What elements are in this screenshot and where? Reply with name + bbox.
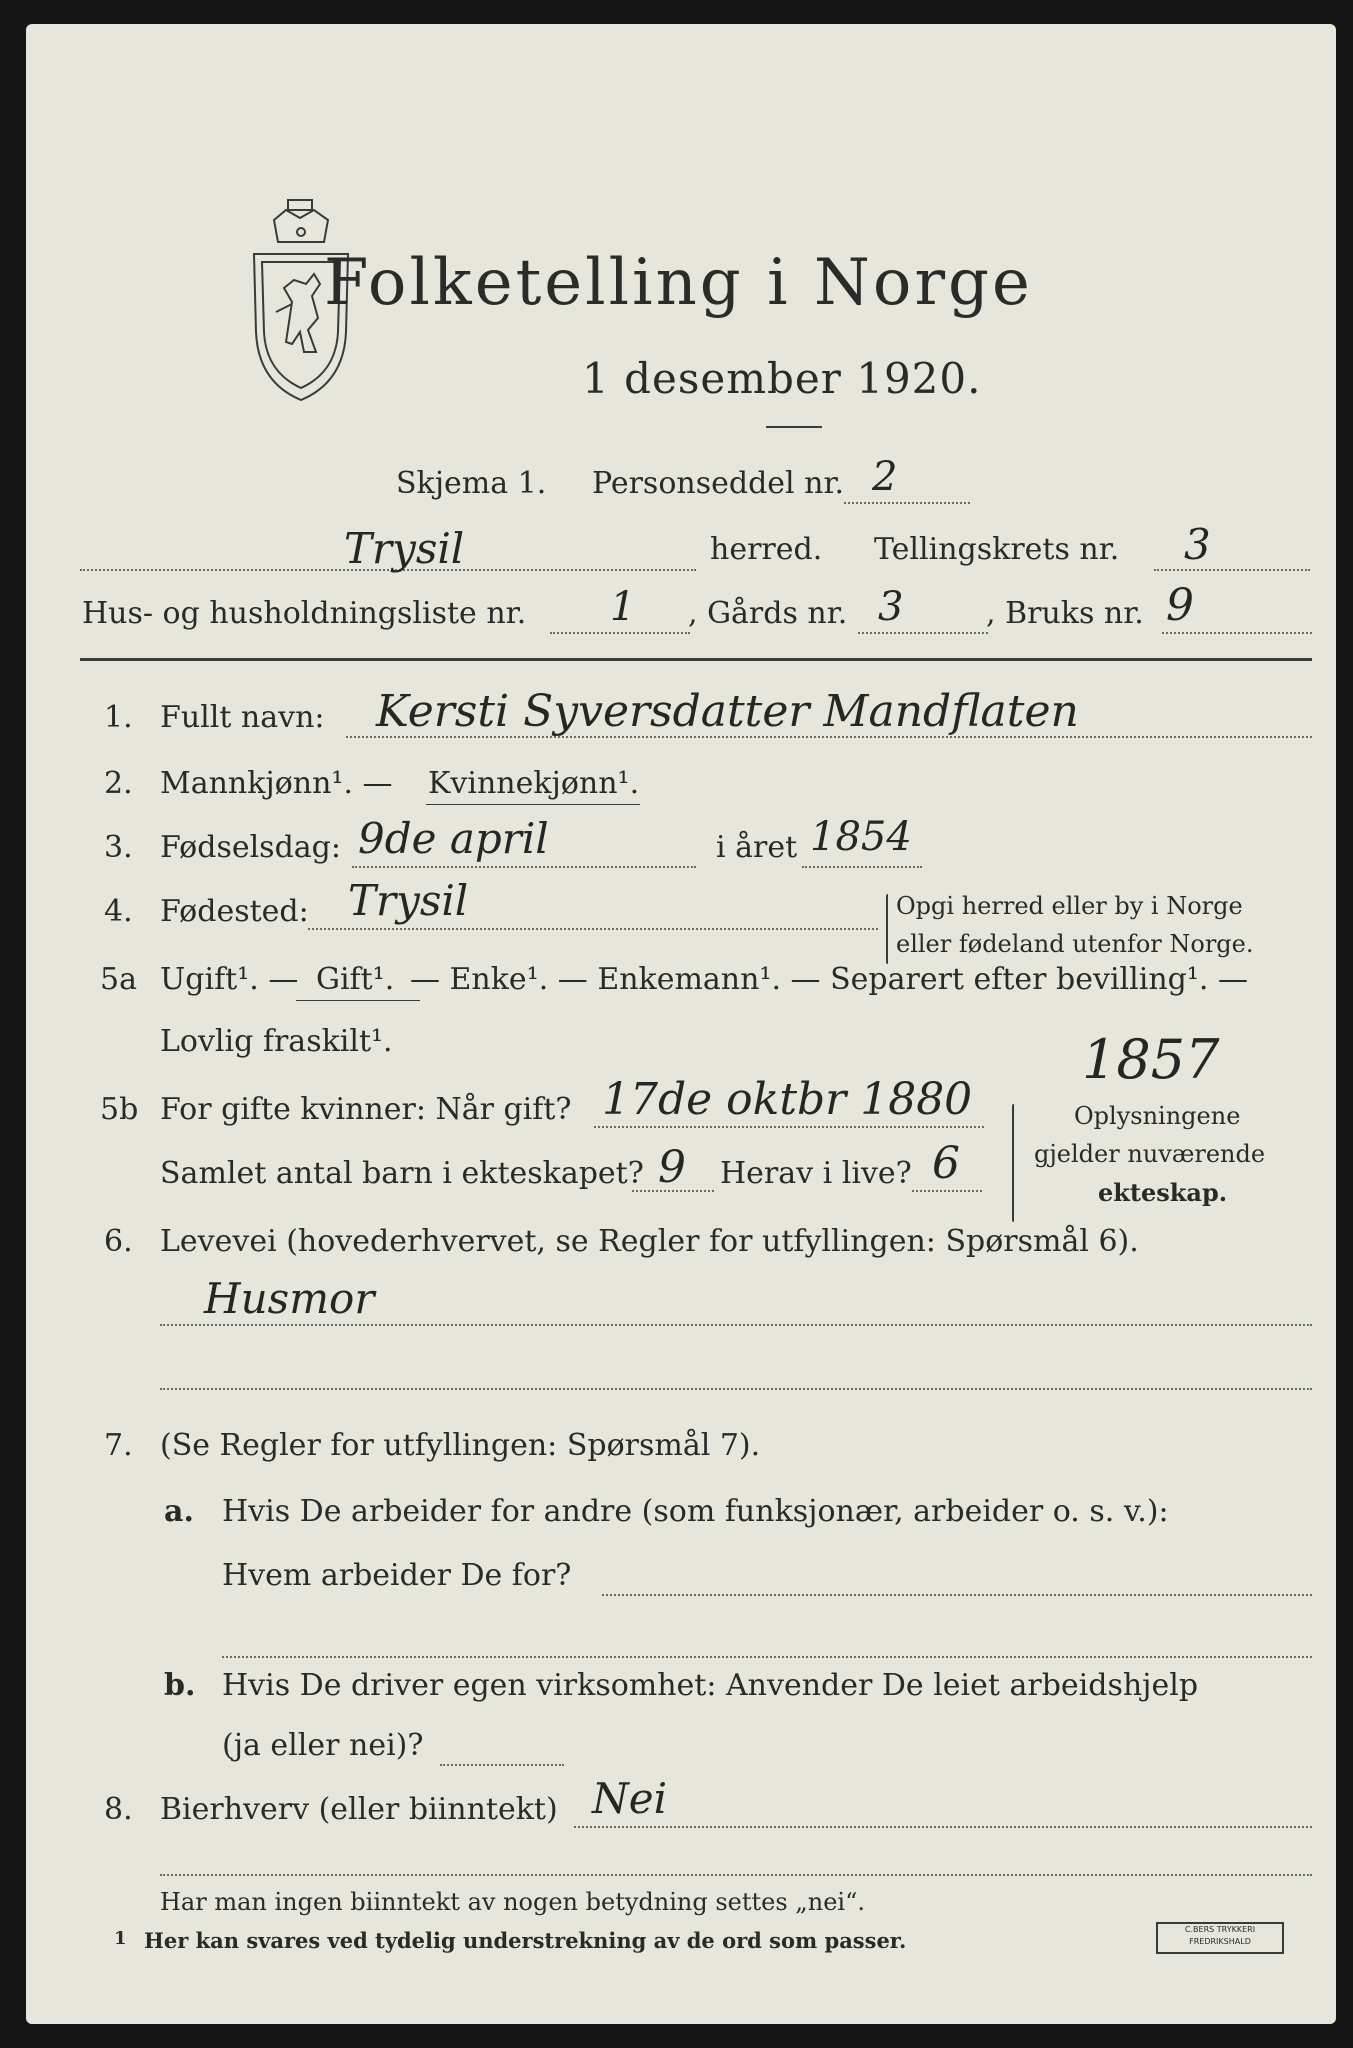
q8-label: Bierhverv (eller biinntekt): [160, 1792, 558, 1827]
q2-male: Mannkjønn¹. —: [160, 766, 393, 801]
footnote-text: Her kan svares ved tydelig understrekning av de ord som passer.: [144, 1928, 907, 1953]
gards-line: [858, 632, 988, 634]
q3-year-line: [802, 866, 922, 868]
q1-value: Kersti Syversdatter Mandflaten: [376, 686, 1079, 737]
q4-brace: [886, 894, 888, 964]
tellingskrets-value: 3: [1184, 520, 1211, 569]
q5b-live-value: 6: [932, 1138, 960, 1189]
q7b-line: [440, 1764, 564, 1766]
bruks-label: , Bruks nr.: [986, 596, 1144, 631]
header-divider: [80, 658, 1312, 661]
census-date: 1 desember 1920.: [582, 354, 982, 403]
bruks-value: 9: [1166, 580, 1194, 631]
q7a-line-2: [222, 1656, 1312, 1658]
q4-value: Trysil: [348, 876, 469, 925]
q1-label: Fullt navn:: [160, 700, 325, 735]
q6-line-2: [160, 1388, 1312, 1390]
hus-label: Hus- og husholdningsliste nr.: [82, 596, 527, 631]
q5a-others: — Enke¹. — Enkemann¹. — Separert efter bevilling¹. —: [410, 962, 1248, 997]
tellingskrets-line: [1154, 569, 1310, 571]
q4-label: Fødested:: [160, 894, 309, 929]
q8-line-2: [160, 1874, 1312, 1876]
bruks-line: [1162, 632, 1312, 634]
q5a-gift: Gift¹.: [316, 962, 395, 997]
q3-value: 9de april: [358, 814, 549, 863]
q5b-note-3: ekteskap.: [1098, 1178, 1228, 1207]
q4-number: 4.: [104, 894, 133, 929]
q3-number: 3.: [104, 830, 133, 865]
printer-stamp: [1156, 1922, 1284, 1954]
form-title: Folketelling i Norge: [324, 246, 1033, 320]
q7a-number: a.: [164, 1494, 194, 1529]
q5b-label: For gifte kvinner: Når gift?: [160, 1092, 572, 1127]
q7a-label-2: Hvem arbeider De for?: [222, 1558, 572, 1593]
q5b-value: 17de oktbr 1880: [602, 1074, 973, 1125]
census-form-page: [26, 24, 1336, 2024]
q7b-label-2: (ja eller nei)?: [222, 1728, 424, 1763]
printer-stamp-line-1: C.BERS TRYKKERI: [1184, 1925, 1256, 1934]
q5b-line: [594, 1126, 984, 1128]
gards-label: , Gårds nr.: [688, 596, 848, 631]
q7a-label: Hvis De arbeider for andre (som funksjonær, arbeider o. s. v.):: [222, 1494, 1169, 1529]
q5b-note-2: gjelder nuværende: [1034, 1140, 1266, 1168]
hus-value: 1: [610, 584, 636, 630]
tellingskrets-label: Tellingskrets nr.: [874, 532, 1120, 567]
footnote-mark: 1: [114, 1928, 127, 1949]
q5b-live-line: [912, 1190, 982, 1192]
q8-value: Nei: [592, 1774, 668, 1823]
q6-value: Husmor: [204, 1274, 375, 1323]
q7-number: 7.: [104, 1428, 133, 1463]
q6-line-1: [160, 1324, 1312, 1326]
q2-number: 2.: [104, 766, 133, 801]
q3-line: [352, 866, 696, 868]
q2-female: Kvinnekjønn¹.: [428, 766, 640, 801]
q3-label: Fødselsdag:: [160, 830, 341, 865]
q5b-margin-year: 1857: [1082, 1028, 1220, 1091]
personseddel-line: [844, 502, 970, 504]
personseddel-label: Personseddel nr.: [592, 466, 845, 501]
q7-label: (Se Regler for utfyllingen: Spørsmål 7).: [160, 1428, 761, 1463]
herred-value: Trysil: [344, 524, 465, 573]
q5b-number: 5b: [100, 1092, 139, 1127]
q5b-barn-label: Samlet antal barn i ekteskapet?: [160, 1156, 644, 1191]
title-rule: [766, 426, 822, 428]
q5a-number: 5a: [100, 962, 137, 997]
q5a-fraskilt: Lovlig fraskilt¹.: [160, 1024, 393, 1059]
q5b-brace: [1012, 1104, 1014, 1222]
q8-number: 8.: [104, 1792, 133, 1827]
q2-underline: [426, 804, 640, 805]
hus-line: [550, 632, 690, 634]
q5a-ugift: Ugift¹. —: [160, 962, 299, 997]
q8-note: Har man ingen biinntekt av nogen betydning settes „nei“.: [160, 1888, 865, 1916]
q5b-live-label: Herav i live?: [720, 1156, 912, 1191]
herred-label: herred.: [710, 532, 823, 567]
q5a-gift-underline: [296, 1000, 420, 1001]
q7a-line-1: [602, 1594, 1312, 1596]
personseddel-value: 2: [872, 454, 898, 500]
q6-label: Levevei (hovederhvervet, se Regler for utfyllingen: Spørsmål 6).: [160, 1224, 1139, 1259]
printer-stamp-line-2: FREDRIKSHALD: [1189, 1937, 1251, 1946]
q4-line: [308, 928, 878, 930]
q3-year-label: i året: [716, 830, 798, 865]
q8-line-1: [574, 1826, 1312, 1828]
q4-note-1: Opgi herred eller by i Norge: [896, 892, 1243, 920]
q5b-barn-value: 9: [658, 1142, 686, 1193]
q1-number: 1.: [104, 700, 133, 735]
q4-note-2: eller fødeland utenfor Norge.: [896, 930, 1254, 958]
skjema-label: Skjema 1.: [396, 466, 547, 501]
q7b-number: b.: [164, 1668, 196, 1703]
q3-year-value: 1854: [810, 814, 912, 860]
q6-number: 6.: [104, 1224, 133, 1259]
gards-value: 3: [878, 584, 904, 630]
q5b-note-1: Oplysningene: [1074, 1102, 1241, 1130]
q7b-label: Hvis De driver egen virksomhet: Anvender De leiet arbeidshjelp: [222, 1668, 1199, 1703]
